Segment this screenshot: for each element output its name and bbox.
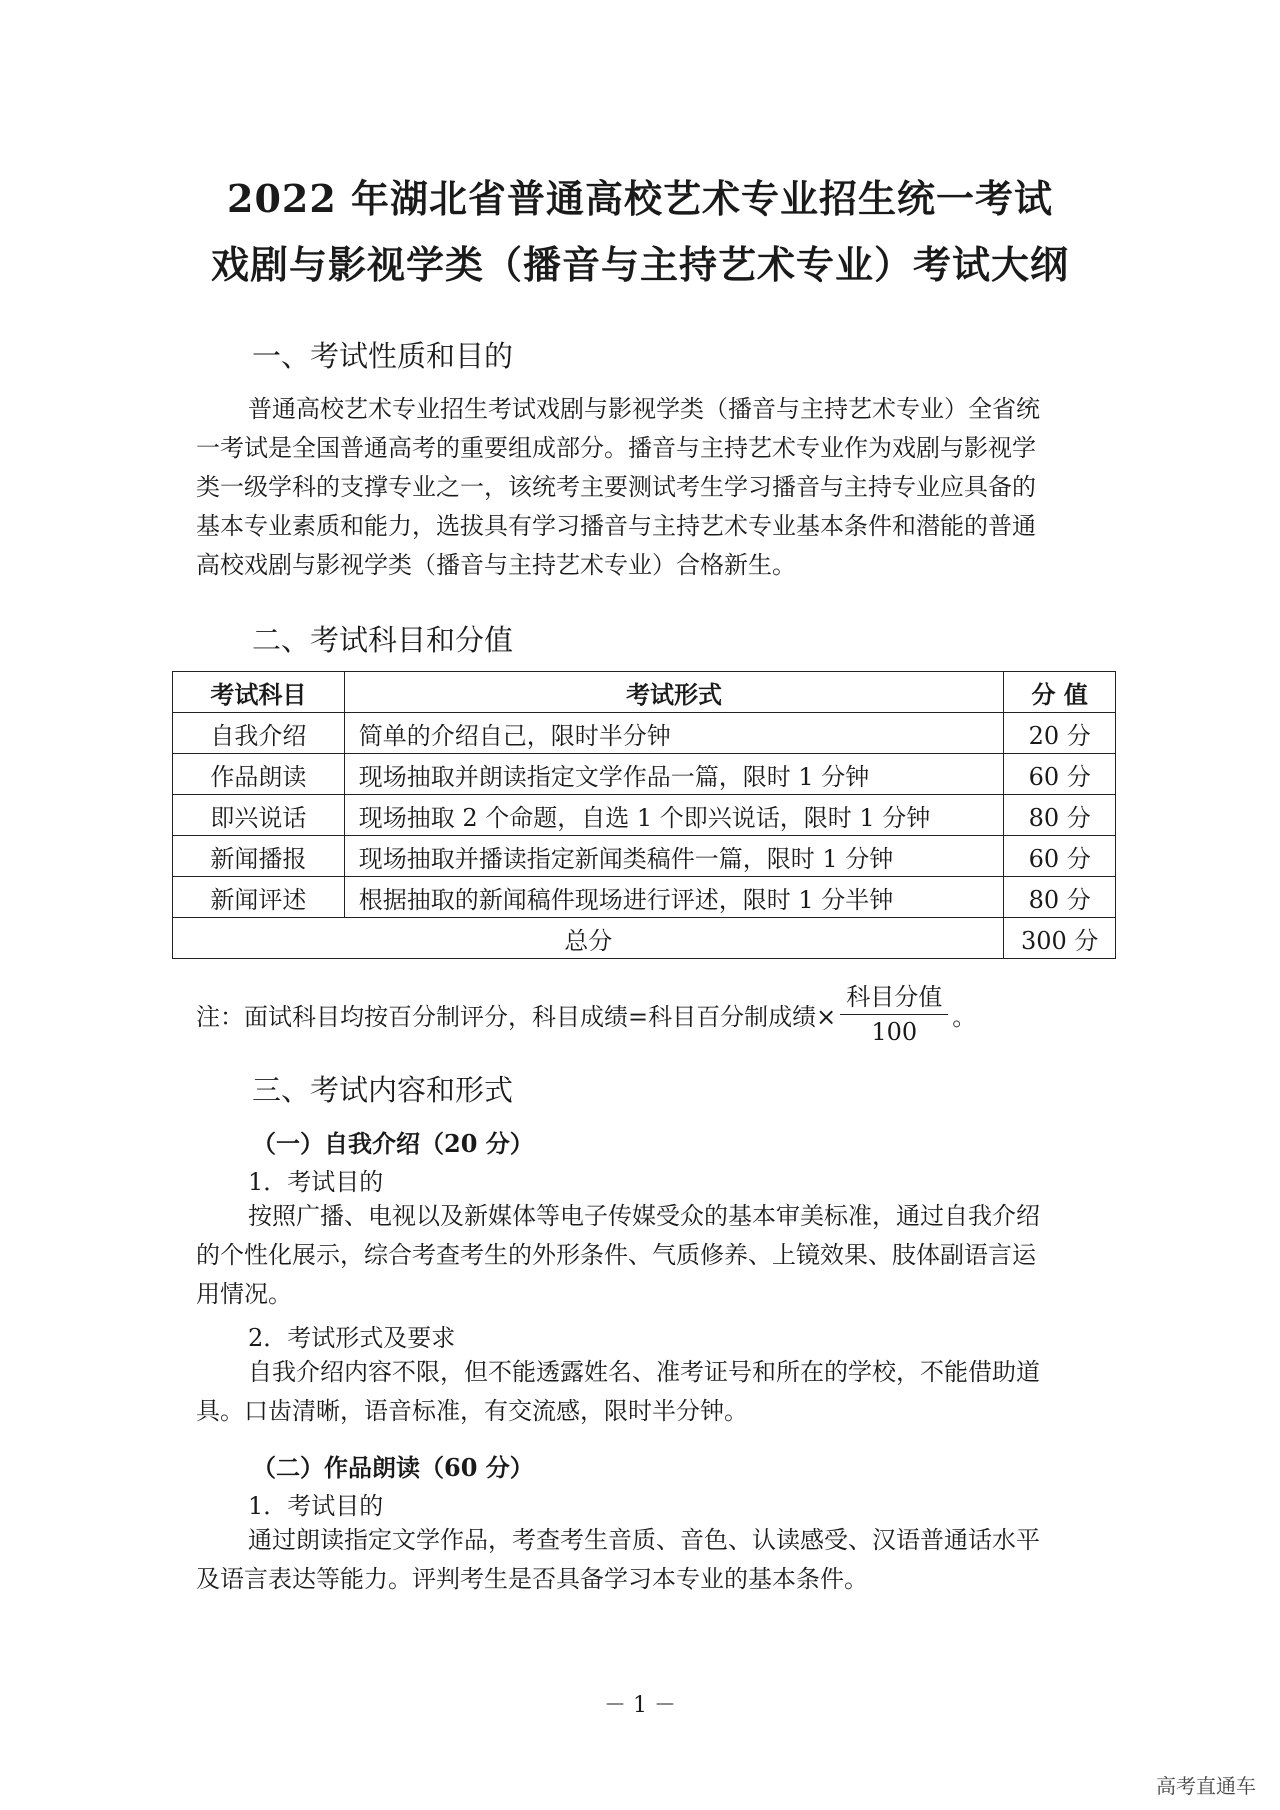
part2-item1-title: 1．考试目的 xyxy=(248,1492,384,1520)
paragraph-line: 一考试是全国普通高考的重要组成部分。播音与主持艺术专业作为戏剧与影视学 xyxy=(196,434,1036,462)
fraction-denominator: 100 xyxy=(871,1018,918,1046)
paragraph-line: 基本专业素质和能力，选拔具有学习播音与主持艺术专业基本条件和潜能的普通 xyxy=(196,512,1036,540)
cell-score: 80 分 xyxy=(1004,795,1116,836)
table-row xyxy=(173,877,1116,918)
total-value: 300 分 xyxy=(1004,918,1116,959)
paragraph-line: 通过朗读指定文学作品，考查考生音质、音色、认读感受、汉语普通话水平 xyxy=(248,1526,1040,1554)
table-header-row xyxy=(173,672,1116,713)
paragraph-line: 自我介绍内容不限，但不能透露姓名、准考证号和所在的学校，不能借助道 xyxy=(248,1358,1040,1386)
cell-form: 根据抽取的新闻稿件现场进行评述，限时 1 分半钟 xyxy=(344,877,1004,918)
page-number: － 1 － xyxy=(604,1693,676,1718)
cell-subject: 即兴说话 xyxy=(173,795,345,836)
note-suffix: 。 xyxy=(952,1003,977,1031)
note-prefix: 注：面试科目均按百分制评分，科目成绩=科目百分制成绩× xyxy=(196,1003,837,1031)
section1-paragraph xyxy=(196,390,1096,585)
paragraph-line: 类一级学科的支撑专业之一，该统考主要测试考生学习播音与主持专业应具备的 xyxy=(196,473,1036,501)
total-label: 总分 xyxy=(173,918,1004,959)
score-fraction xyxy=(840,982,948,1047)
cell-score: 60 分 xyxy=(1004,754,1116,795)
section1-heading: 一、考试性质和目的 xyxy=(252,339,514,373)
document-title-line2: 戏剧与影视学类（播音与主持艺术专业）考试大纲 xyxy=(210,242,1069,287)
paragraph-line: 具。口齿清晰，语音标准，有交流感，限时半分钟。 xyxy=(196,1397,748,1425)
paragraph-line: 普通高校艺术专业招生考试戏剧与影视学类（播音与主持艺术专业）全省统 xyxy=(248,395,1040,423)
cell-score: 20 分 xyxy=(1004,713,1116,754)
section2-heading: 二、考试科目和分值 xyxy=(252,623,514,657)
table-row xyxy=(173,795,1116,836)
cell-form: 现场抽取并朗读指定文学作品一篇，限时 1 分钟 xyxy=(344,754,1004,795)
table-total-row xyxy=(173,918,1116,959)
cell-form: 现场抽取 2 个命题，自选 1 个即兴说话，限时 1 分钟 xyxy=(344,795,1004,836)
part1-item2-paragraph xyxy=(196,1353,1096,1431)
fraction-numerator: 科目分值 xyxy=(840,982,948,1015)
part1-item2-title: 2．考试形式及要求 xyxy=(248,1324,456,1352)
part2-item1-paragraph xyxy=(196,1521,1096,1599)
score-note xyxy=(196,982,976,1047)
cell-form: 现场抽取并播读指定新闻类稿件一篇，限时 1 分钟 xyxy=(344,836,1004,877)
section3-heading: 三、考试内容和形式 xyxy=(252,1073,514,1107)
cell-score: 80 分 xyxy=(1004,877,1116,918)
cell-subject: 新闻播报 xyxy=(173,836,345,877)
part1-item1-title: 1．考试目的 xyxy=(248,1168,384,1196)
header-score: 分 值 xyxy=(1004,672,1116,713)
paragraph-line: 及语言表达等能力。评判考生是否具备学习本专业的基本条件。 xyxy=(196,1565,868,1593)
score-table xyxy=(172,671,1116,959)
paragraph-line: 用情况。 xyxy=(196,1280,292,1308)
watermark: 高考直通车 xyxy=(1156,1774,1256,1798)
header-form: 考试形式 xyxy=(344,672,1004,713)
cell-score: 60 分 xyxy=(1004,836,1116,877)
cell-form: 简单的介绍自己，限时半分钟 xyxy=(344,713,1004,754)
paragraph-line: 按照广播、电视以及新媒体等电子传媒受众的基本审美标准，通过自我介绍 xyxy=(248,1202,1040,1230)
part1-item1-paragraph xyxy=(196,1197,1096,1314)
paragraph-line: 的个性化展示，综合考查考生的外形条件、气质修养、上镜效果、肢体副语言运 xyxy=(196,1241,1036,1269)
header-subject: 考试科目 xyxy=(173,672,345,713)
document-title-line1: 2022 年湖北省普通高校艺术专业招生统一考试 xyxy=(227,176,1053,221)
cell-subject: 新闻评述 xyxy=(173,877,345,918)
table-row xyxy=(173,713,1116,754)
paragraph-line: 高校戏剧与影视学类（播音与主持艺术专业）合格新生。 xyxy=(196,551,796,579)
cell-subject: 自我介绍 xyxy=(173,713,345,754)
part2-heading: （二）作品朗读（60 分） xyxy=(252,1453,534,1482)
part1-heading: （一）自我介绍（20 分） xyxy=(252,1129,534,1158)
cell-subject: 作品朗读 xyxy=(173,754,345,795)
table-row xyxy=(173,836,1116,877)
table-row xyxy=(173,754,1116,795)
